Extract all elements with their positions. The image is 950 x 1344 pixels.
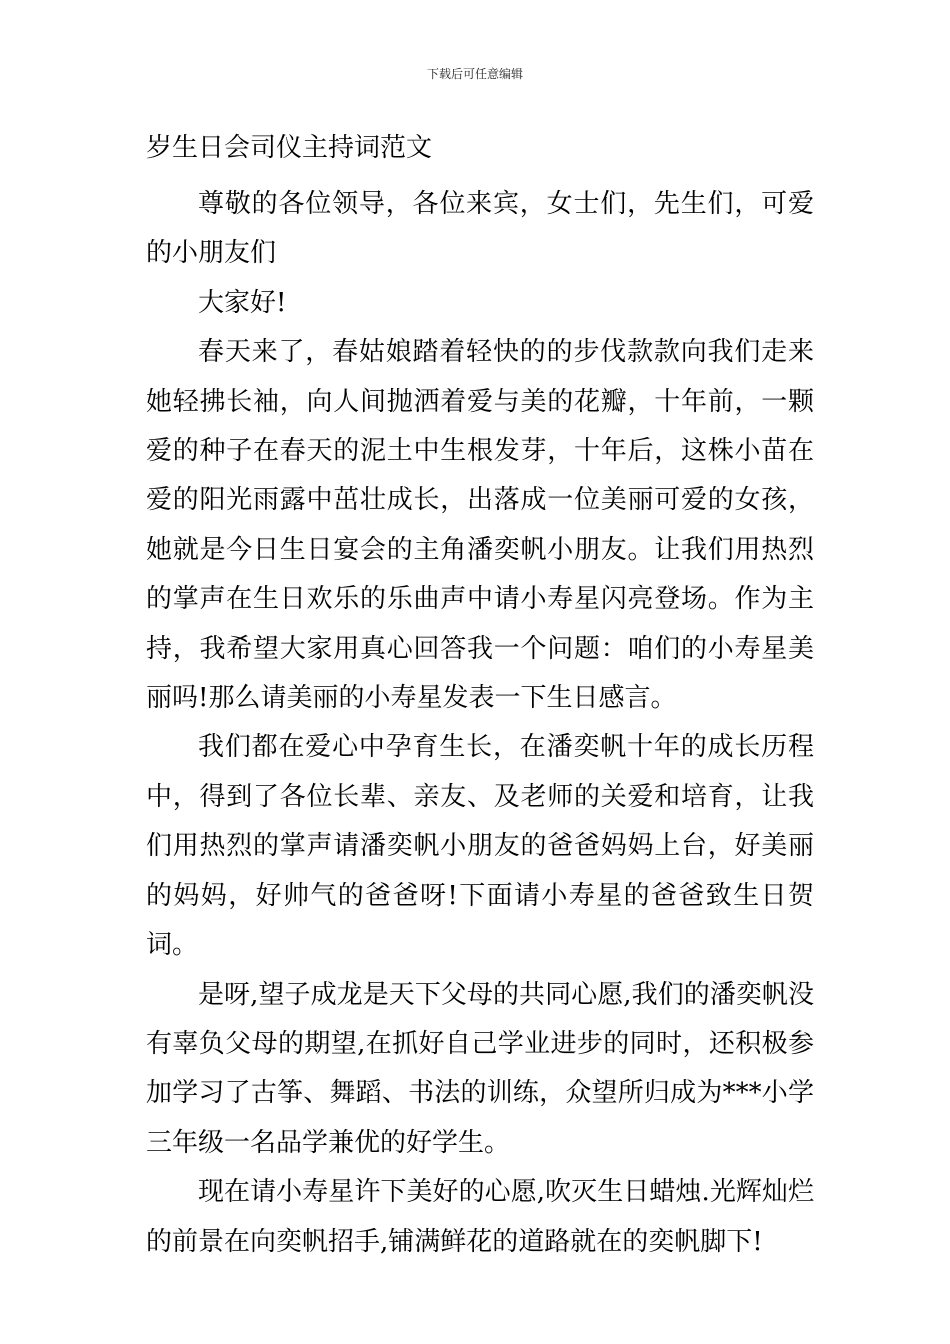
paragraph-hello: 大家好! <box>198 287 287 318</box>
paragraph-parents-wish: 是呀,望子成龙是天下父母的共同心愿,我们的潘奕帆没有辜负父母的期望,在抓好自己学业进步的同时，还积极参加学习了古筝、舞蹈、书法的训练，众望所归成为***小学三年级一名品学兼优的好学生。 <box>146 979 814 1158</box>
paragraph-spring: 春天来了，春姑娘踏着轻快的的步伐款款向我们走来她轻拂长袖，向人间抛洒着爱与美的花瓣，十年前，一颗爱的种子在春天的泥土中生根发芽，十年后，这株小苗在爱的阳光雨露中茁壮成长，出落成一位美丽可爱的女孩，她就是今日生日宴会的主角潘奕帆小朋友。让我们用热烈的掌声在生日欢乐的乐曲声中请小寿星闪亮登场。作为主持，我希望大家用真心回答我一个问题：咱们的小寿星美丽吗!那么请美丽的小寿星发表一下生日感言。 <box>146 337 814 714</box>
paragraph-greeting: 尊敬的各位领导，各位来宾，女士们，先生们，可爱的小朋友们 <box>146 189 814 269</box>
page-header: 下载后可任意编辑 <box>426 67 523 81</box>
document-body <box>146 180 814 1267</box>
paragraph-candles: 现在请小寿星许下美好的心愿,吹灭生日蜡烛.光辉灿烂的前景在向奕帆招手,铺满鲜花的道路就在的奕帆脚下! <box>146 1177 814 1257</box>
paragraph-growth: 我们都在爱心中孕育生长，在潘奕帆十年的成长历程中，得到了各位长辈、亲友、及老师的关爱和培育，让我们用热烈的掌声请潘奕帆小朋友的爸爸妈妈上台，好美丽的妈妈，好帅气的爸爸呀!下面请小寿星的爸爸致生日贺词。 <box>146 732 814 961</box>
document-title: 岁生日会司仪主持词范文 <box>146 133 433 163</box>
